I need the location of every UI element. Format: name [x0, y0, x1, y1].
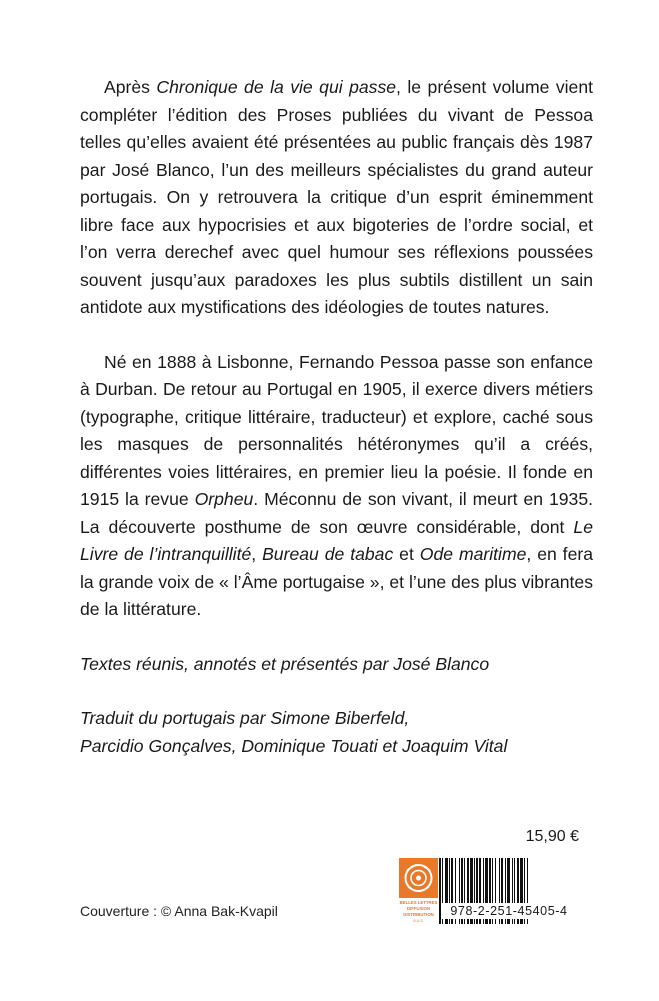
title-orpheu: Orpheu [194, 489, 254, 509]
svg-text:DISTRIBUTION: DISTRIBUTION [403, 912, 434, 917]
text-run: , [251, 544, 263, 564]
svg-text:BELLES LETTRES: BELLES LETTRES [399, 900, 438, 905]
summary-paragraph [80, 74, 593, 322]
translator-credit [80, 705, 593, 760]
title-ode-maritime: Ode maritime [419, 544, 527, 564]
biography-paragraph [80, 349, 593, 624]
svg-text:DIFFUSION: DIFFUSION [406, 906, 431, 911]
translator-line-2: Parcidio Gonçalves, Dominique Touati et Joaquim Vital [80, 735, 508, 756]
editor-credit: Textes réunis, annotés et présentés par José Blanco [80, 653, 490, 674]
body-text [80, 74, 593, 760]
publisher-logo-icon [399, 858, 438, 924]
text-run: et [393, 544, 420, 564]
text-run: Né en 1888 à Lisbonne, Fernando Pessoa passe son enfance à Durban. De retour au Portugal en 1905, il exerce divers métiers (typographe, critique littéraire, traducteur) et explore, caché sous les masques de personnalités hétéronymes qu’il a créés, différentes voies littéraires, en premier lieu la poésie. Il fonde en 1915 la revue [80, 351, 593, 509]
price-label: 15,90 € [525, 828, 579, 845]
isbn-number: 978-2-251-45405-4 [441, 903, 577, 919]
text-run: , le présent volume vient compléter l’édition des Proses publiées du vivant de Pessoa telles qu’elles avaient été présentées au public français dès 1987 par José Blanco, l’un des meilleurs spécialistes du grand auteur portugais. On y retrouvera la critique d’un esprit éminemment libre face aux hypocrisies et aux bigoteries de l’ordre social, et l’on verra derechef avec quel humour ses réflexions poussées souvent jusqu’aux paradoxes les plus subtils distillent un sain antidote aux mystifications des idéologies de toutes natures. [80, 77, 593, 317]
text-run: Après [104, 77, 157, 97]
svg-text:B.A.S.: B.A.S. [413, 919, 424, 923]
book-title-chronique: Chronique de la vie qui passe [156, 77, 397, 97]
cover-photo-credit: Couverture : © Anna Bak-Kvapil [80, 903, 278, 919]
translator-line-1: Traduit du portugais par Simone Biberfeld, [80, 708, 410, 728]
text-run: . Méconnu de son vivant, il meurt en 1935. La découverte posthume de son œuvre considérable, dont [80, 489, 593, 537]
title-bureau-de-tabac: Bureau de tabac [262, 544, 394, 564]
text-run: , en fera la grande voix de « l’Âme portugaise », et l’une des plus vibrantes de la littérature. [80, 544, 594, 619]
title-livre-intranquillite: Le Livre de l’intranquillité [80, 516, 593, 564]
